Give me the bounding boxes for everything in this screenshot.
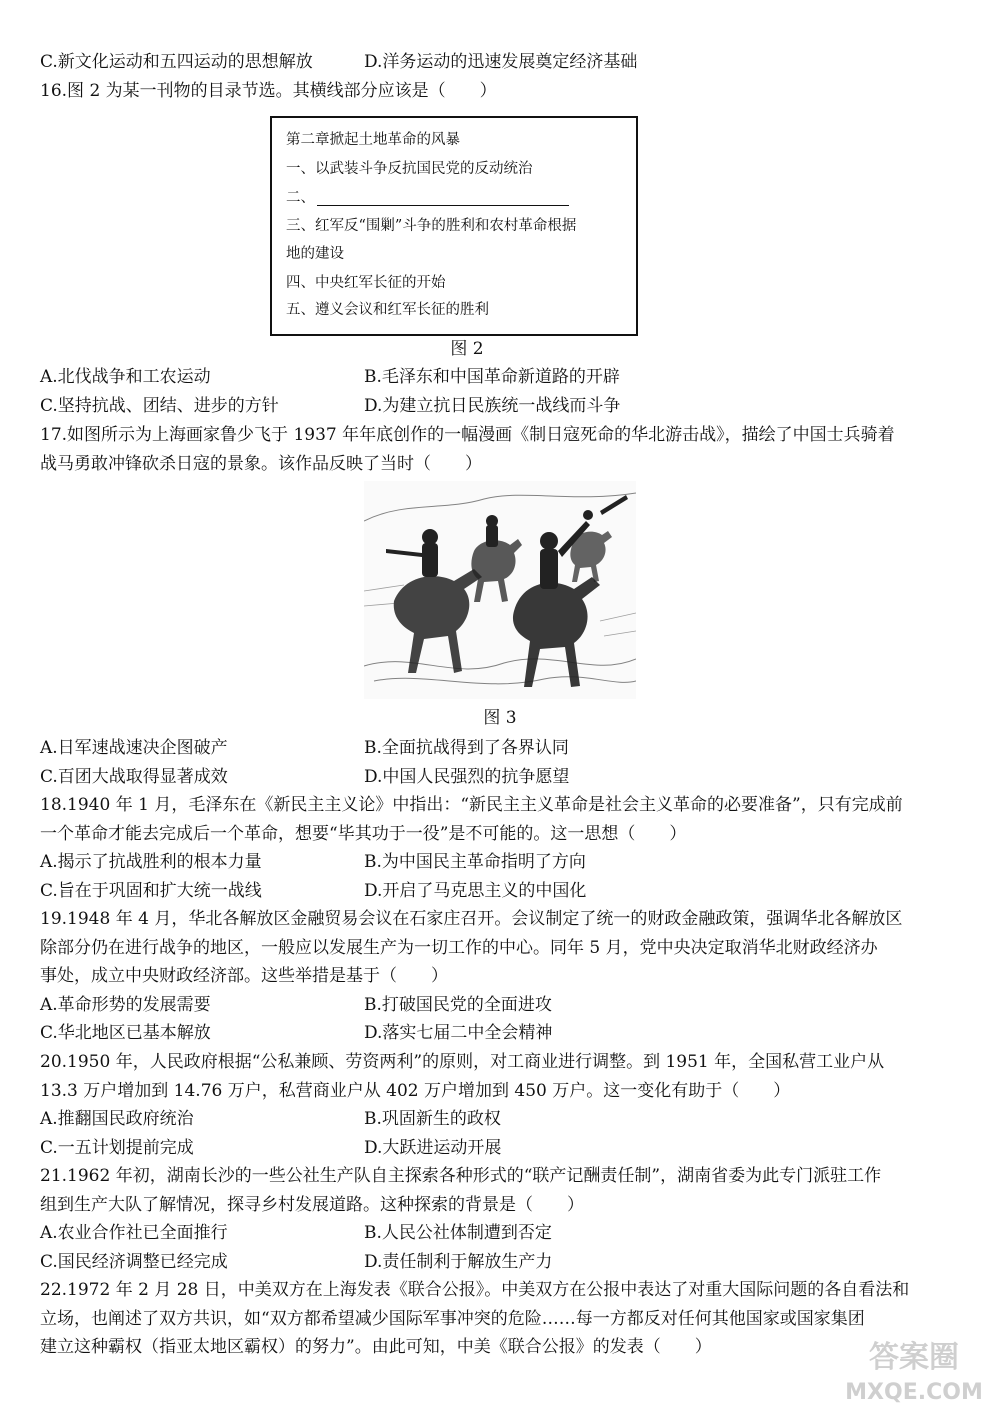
q18-stem-line-1: 18.1940 年 1 月，毛泽东在《新民主主义论》中指出：“新民主主义革命是社会主义革命的必要准备”，只有完成前 <box>40 795 903 815</box>
option-b: B.人民公社体制遭到否定 <box>364 1223 552 1243</box>
q19-stem-line-1: 19.1948 年 4 月，华北各解放区金融贸易会议在石家庄召开。会议制定了统一的财政金融政策，强调华北各解放区 <box>40 909 903 929</box>
option-c: C.旨在于巩固和扩大统一战线 <box>40 881 262 901</box>
option-c: C.新文化运动和五四运动的思想解放 <box>40 52 313 72</box>
option-c: C.百团大战取得显著成效 <box>40 767 228 787</box>
figure-2-caption: 图 2 <box>450 339 484 359</box>
q18-options-cd <box>40 877 970 905</box>
q21-stem-line-2: 组到生产大队了解情况，探寻乡村发展道路。这种探索的背景是（ ） <box>40 1195 584 1215</box>
blank-answer-line <box>317 191 569 206</box>
option-a: A.日军速战速决企图破产 <box>40 738 228 758</box>
q20-stem-line-2: 13.3 万户增加到 14.76 万户，私营商业户从 402 万户增加到 450 万户。这一变化有助于（ ） <box>40 1081 791 1101</box>
option-a: A.揭示了抗战胜利的根本力量 <box>40 852 262 872</box>
q17-stem-line-1: 17.如图所示为上海画家鲁少飞于 1937 年年底创作的一幅漫画《制日寇死命的华北游击战》，描绘了中国士兵骑着 <box>40 425 895 445</box>
watermark-bottom-text: MXQE.COM <box>845 1380 983 1405</box>
q22-stem-line-1: 22.1972 年 2 月 28 日，中美双方在上海发表《联合公报》。中美双方在公报中表达了对重大国际问题的各自看法和 <box>40 1280 910 1300</box>
q18-options-ab <box>40 848 970 876</box>
option-d: D.责任制利于解放生产力 <box>364 1252 553 1272</box>
q17-options-cd <box>40 763 970 791</box>
q22-stem-line-3: 建立这种霸权（指亚太地区霸权）的努力”。由此可知，中美《联合公报》的发表（ ） <box>40 1337 712 1357</box>
toc-title: 第二章掀起土地革命的风暴 <box>286 132 460 148</box>
option-c: C.国民经济调整已经完成 <box>40 1252 228 1272</box>
option-c: C.坚持抗战、团结、进步的方针 <box>40 396 279 416</box>
toc-item-4: 四、中央红军长征的开始 <box>286 275 446 291</box>
option-d: D.大跃进运动开展 <box>364 1138 502 1158</box>
option-b: B.巩固新生的政权 <box>364 1109 501 1129</box>
option-a: A.农业合作社已全面推行 <box>40 1223 228 1243</box>
q16-options-cd <box>40 392 970 420</box>
option-a: A.革命形势的发展需要 <box>40 995 211 1015</box>
q15-options-cd <box>40 48 970 76</box>
q19-options-ab <box>40 991 970 1019</box>
option-b: B.打破国民党的全面进攻 <box>364 995 552 1015</box>
q19-stem-line-3: 事处，成立中央财政经济部。这些举措是基于（ ） <box>40 966 448 986</box>
option-b: B.全面抗战得到了各界认同 <box>364 738 569 758</box>
q20-stem-line-1: 20.1950 年，人民政府根据“公私兼顾、劳资两利”的原则，对工商业进行调整。到 1951 年，全国私营工业户从 <box>40 1052 885 1072</box>
option-b: B.为中国民主革命指明了方向 <box>364 852 586 872</box>
option-d: D.落实七届二中全会精神 <box>364 1023 553 1043</box>
q21-options-ab <box>40 1219 970 1247</box>
q18-stem-line-2: 一个革命才能去完成后一个革命，想要“毕其功于一役”是不可能的。这一思想（ ） <box>40 824 687 844</box>
q17-stem-line-2: 战马勇敢冲锋砍杀日寇的景象。该作品反映了当时（ ） <box>40 454 482 474</box>
cavalry-cartoon-illustration <box>364 481 636 699</box>
option-c: C.一五计划提前完成 <box>40 1138 194 1158</box>
q17-options-ab <box>40 734 970 762</box>
toc-item-3: 三、红军反“围剿”斗争的胜利和农村革命根据 <box>286 218 577 234</box>
option-d: D.洋务运动的迅速发展奠定经济基础 <box>364 52 638 72</box>
q21-stem-line-1: 21.1962 年初，湖南长沙的一些公社生产队自主探索各种形式的“联产记酬责任制”，湖南省委为此专门派驻工作 <box>40 1166 882 1186</box>
q22-stem-line-2: 立场，也阐述了双方共识，如“双方都希望减少国际军事冲突的危险……每一方都反对任何其他国家或国家集团 <box>40 1309 865 1329</box>
toc-item-3-cont: 地的建设 <box>286 246 344 262</box>
toc-item-1: 一、以武装斗争反抗国民党的反动统治 <box>286 161 533 177</box>
q19-stem-line-2: 除部分仍在进行战争的地区，一般应以发展生产为一切工作的中心。同年 5 月，党中央决定取消华北财政经济办 <box>40 938 878 958</box>
option-d: D.开启了马克思主义的中国化 <box>364 881 587 901</box>
option-d: D.为建立抗日民族统一战线而斗争 <box>364 396 621 416</box>
q21-options-cd <box>40 1248 970 1276</box>
q16-stem: 16.图 2 为某一刊物的目录节选。其横线部分应该是（ ） <box>40 81 497 101</box>
toc-item-2 <box>286 188 569 208</box>
option-d: D.中国人民强烈的抗争愿望 <box>364 767 570 787</box>
toc-item-2-prefix: 二、 <box>286 190 315 206</box>
toc-item-5: 五、遵义会议和红军长征的胜利 <box>286 302 489 318</box>
site-watermark-logo <box>830 1325 998 1409</box>
q20-options-cd <box>40 1134 970 1162</box>
option-c: C.华北地区已基本解放 <box>40 1023 211 1043</box>
option-a: A.推翻国民政府统治 <box>40 1109 194 1129</box>
q19-options-cd <box>40 1019 970 1047</box>
q20-options-ab <box>40 1105 970 1133</box>
figure-3-caption: 图 3 <box>483 708 517 728</box>
watermark-top-text: 答案圈 <box>869 1340 959 1375</box>
option-a: A.北伐战争和工农运动 <box>40 367 211 387</box>
q16-options-ab <box>40 363 970 391</box>
table-of-contents-box <box>270 116 638 336</box>
option-b: B.毛泽东和中国革命新道路的开辟 <box>364 367 620 387</box>
